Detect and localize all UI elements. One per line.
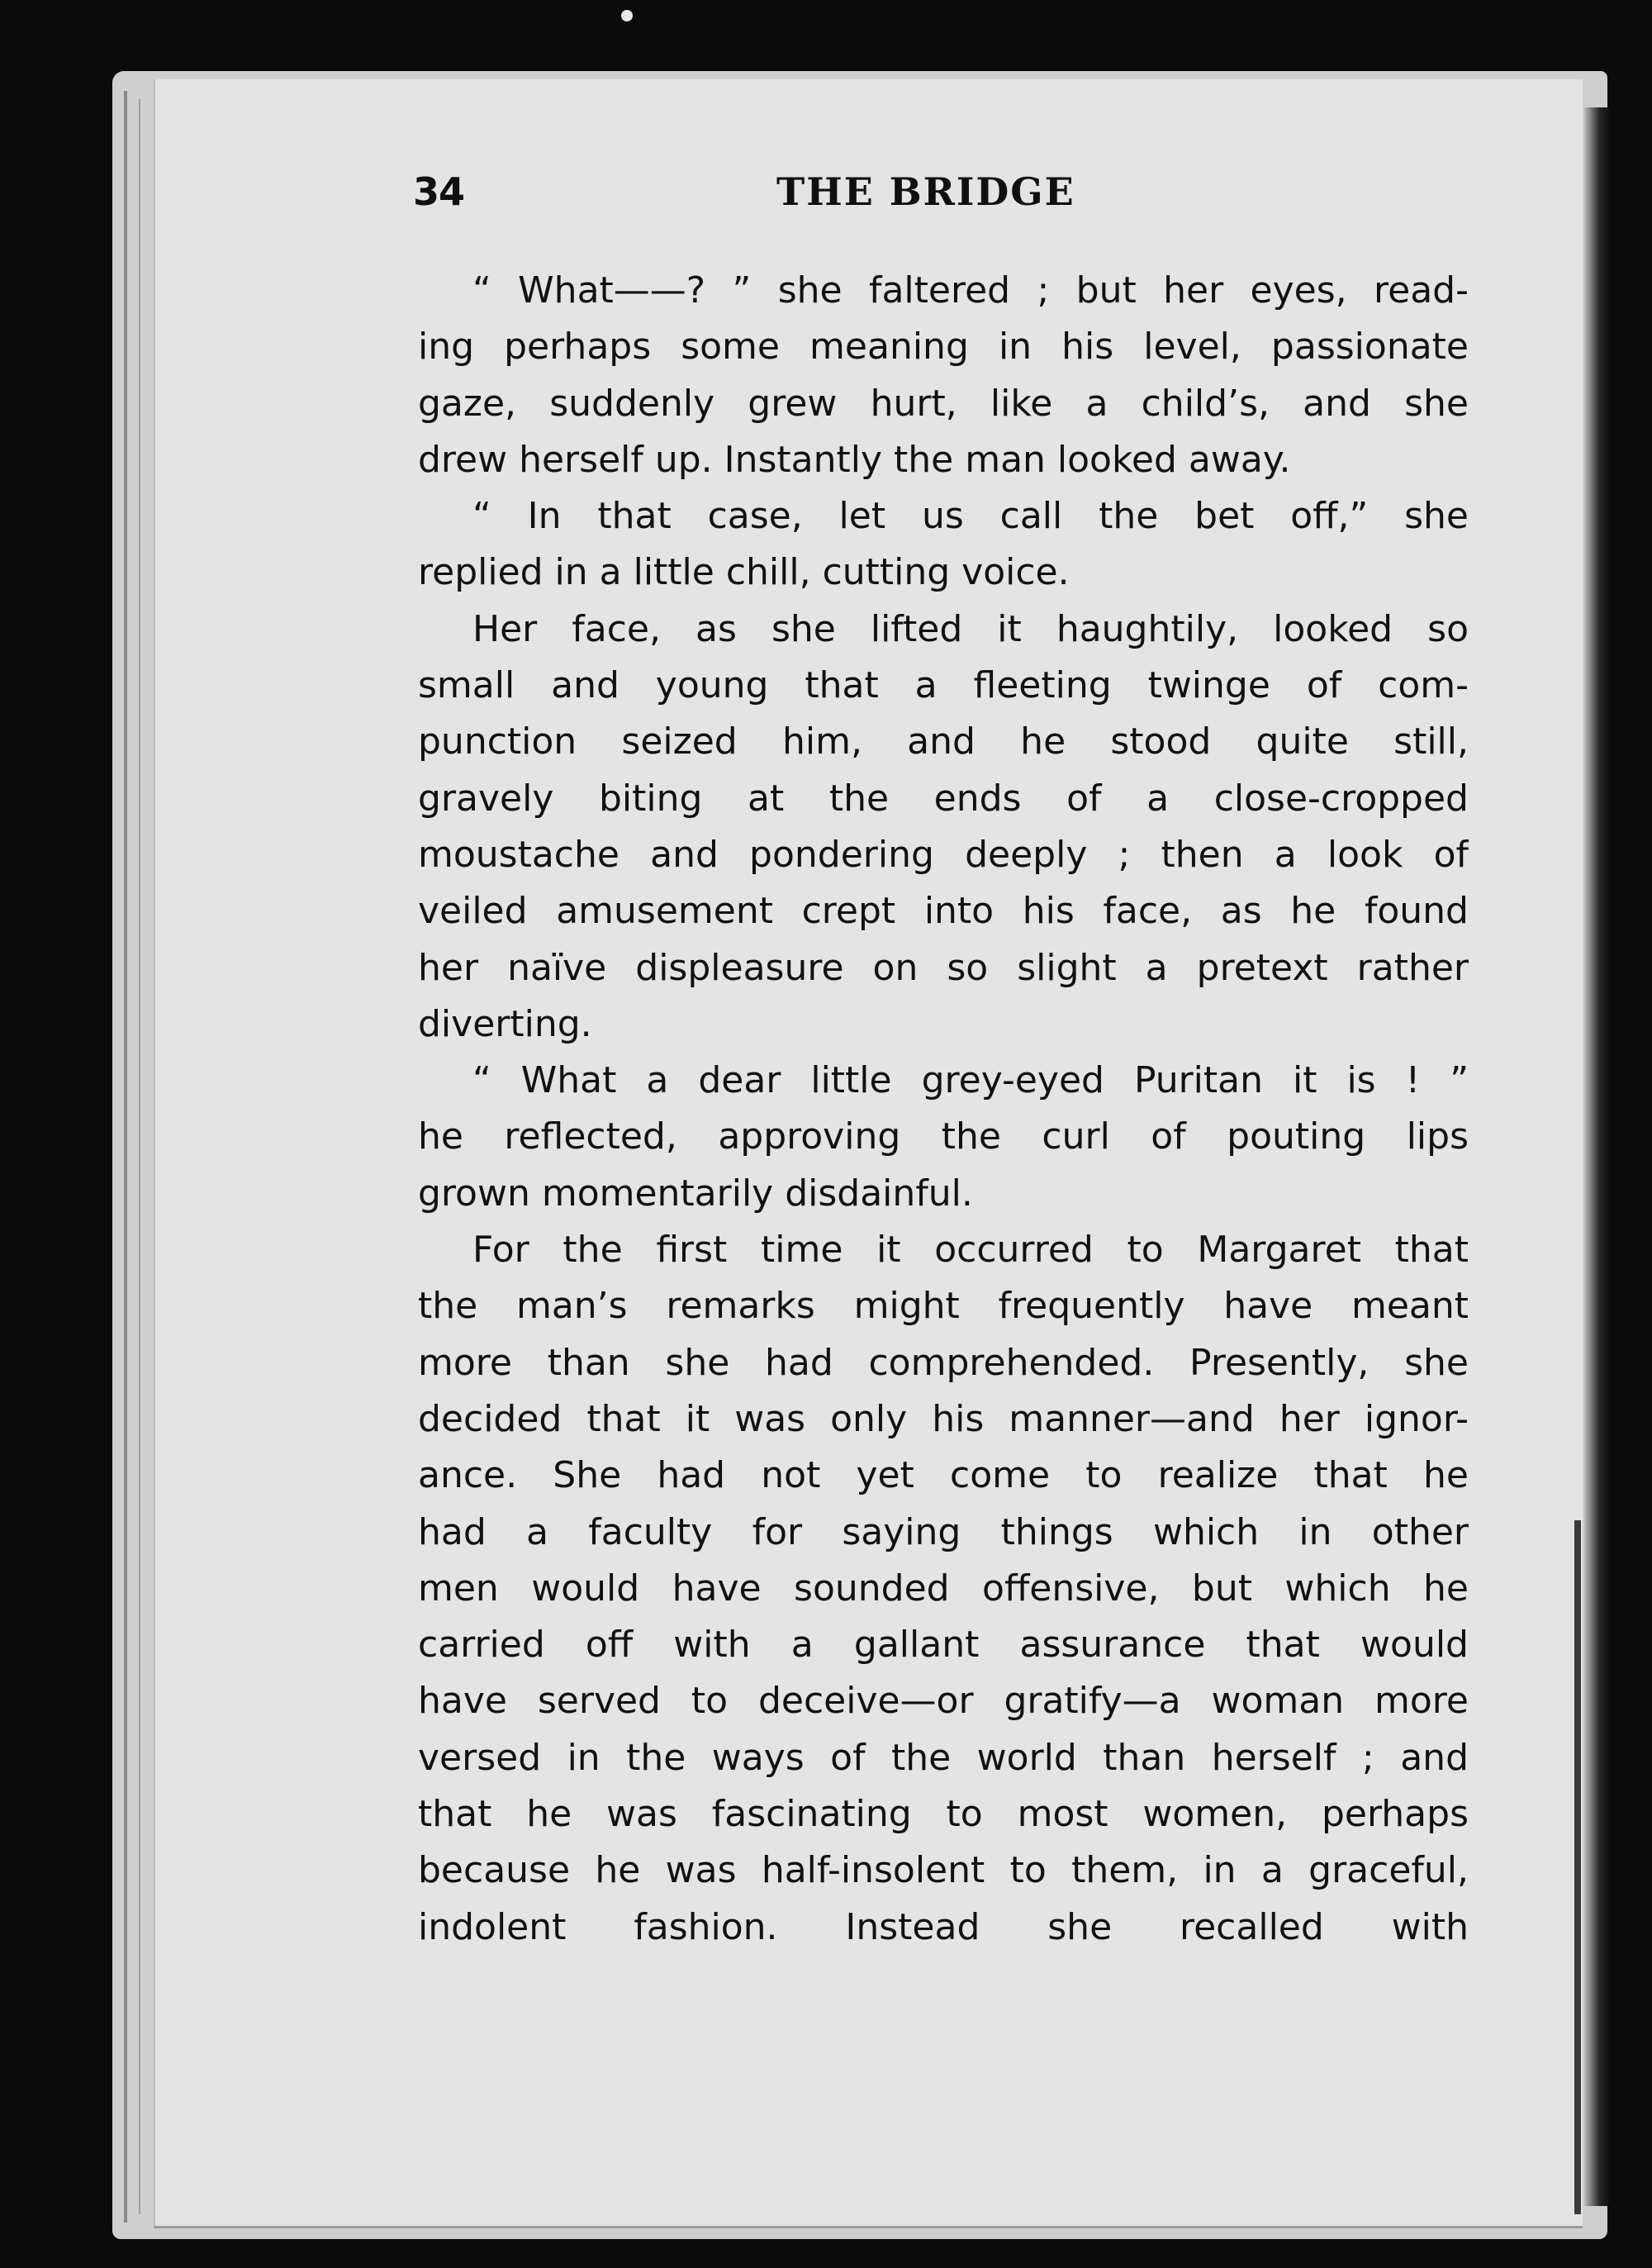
text-line: ing perhaps some meaning in his level, passionate: [418, 326, 1469, 368]
page-edge-bar: [1574, 1520, 1581, 2214]
text-line: “ What——? ” she faltered ; but her eyes, read-: [472, 269, 1469, 311]
text-line: because he was half-insolent to them, in a graceful,: [418, 1849, 1469, 1892]
text-line: “ In that case, let us call the bet off,” she: [472, 495, 1469, 538]
text-line: had a faculty for saying things which in other: [418, 1510, 1469, 1553]
text-line: indolent fashion. Instead she recalled with: [418, 1905, 1469, 1948]
text-line: small and young that a fleeting twinge of com-: [418, 664, 1469, 707]
page-number: 34: [413, 169, 465, 214]
text-line: have served to deceive—or gratify—a woman more: [418, 1680, 1469, 1723]
text-line: grown momentarily disdainful.: [418, 1172, 973, 1215]
text-line: versed in the ways of the world than herself ; and: [418, 1736, 1469, 1779]
text-line: moustache and pondering deeply ; then a look of: [418, 833, 1469, 876]
text-line: decided that it was only his manner—and her ignor-: [418, 1397, 1469, 1440]
text-line: men would have sounded offensive, but which he: [418, 1567, 1469, 1609]
text-line: diverting.: [418, 1002, 592, 1045]
text-line: gaze, suddenly grew hurt, like a child’s, and she: [418, 382, 1469, 425]
body-text: [418, 263, 1469, 1956]
dust-speck: [621, 10, 633, 21]
book-title: THE BRIDGE: [776, 169, 1075, 214]
running-head: [413, 169, 1487, 227]
text-line: “ What a dear little grey-eyed Puritan it is ! ”: [472, 1059, 1469, 1102]
text-line: punction seized him, and he stood quite still,: [418, 720, 1469, 763]
text-line: that he was fascinating to most women, perhaps: [418, 1793, 1469, 1836]
text-line: her naïve displeasure on so slight a pretext rather: [418, 946, 1469, 989]
text-line: replied in a little chill, cutting voice.: [418, 551, 1070, 594]
text-line: Her face, as she lifted it haughtily, looked so: [472, 607, 1469, 650]
text-line: carried off with a gallant assurance that would: [418, 1624, 1469, 1667]
text-line: ance. She had not yet come to realize that he: [418, 1454, 1469, 1497]
text-line: For the first time it occurred to Margaret that: [472, 1229, 1469, 1272]
text-line: gravely biting at the ends of a close-cropped: [418, 777, 1469, 820]
text-line: veiled amusement crept into his face, as he found: [418, 890, 1469, 933]
binding-edge: [124, 91, 127, 2223]
text-line: drew herself up. Instantly the man looked away.: [418, 438, 1291, 481]
text-line: more than she had comprehended. Presently, she: [418, 1341, 1469, 1384]
text-line: the man’s remarks might frequently have meant: [418, 1285, 1469, 1328]
page-edge-shadow: [1584, 107, 1609, 2206]
binding-edge-inner: [139, 99, 140, 2214]
text-line: he reflected, approving the curl of pouting lips: [418, 1115, 1469, 1158]
